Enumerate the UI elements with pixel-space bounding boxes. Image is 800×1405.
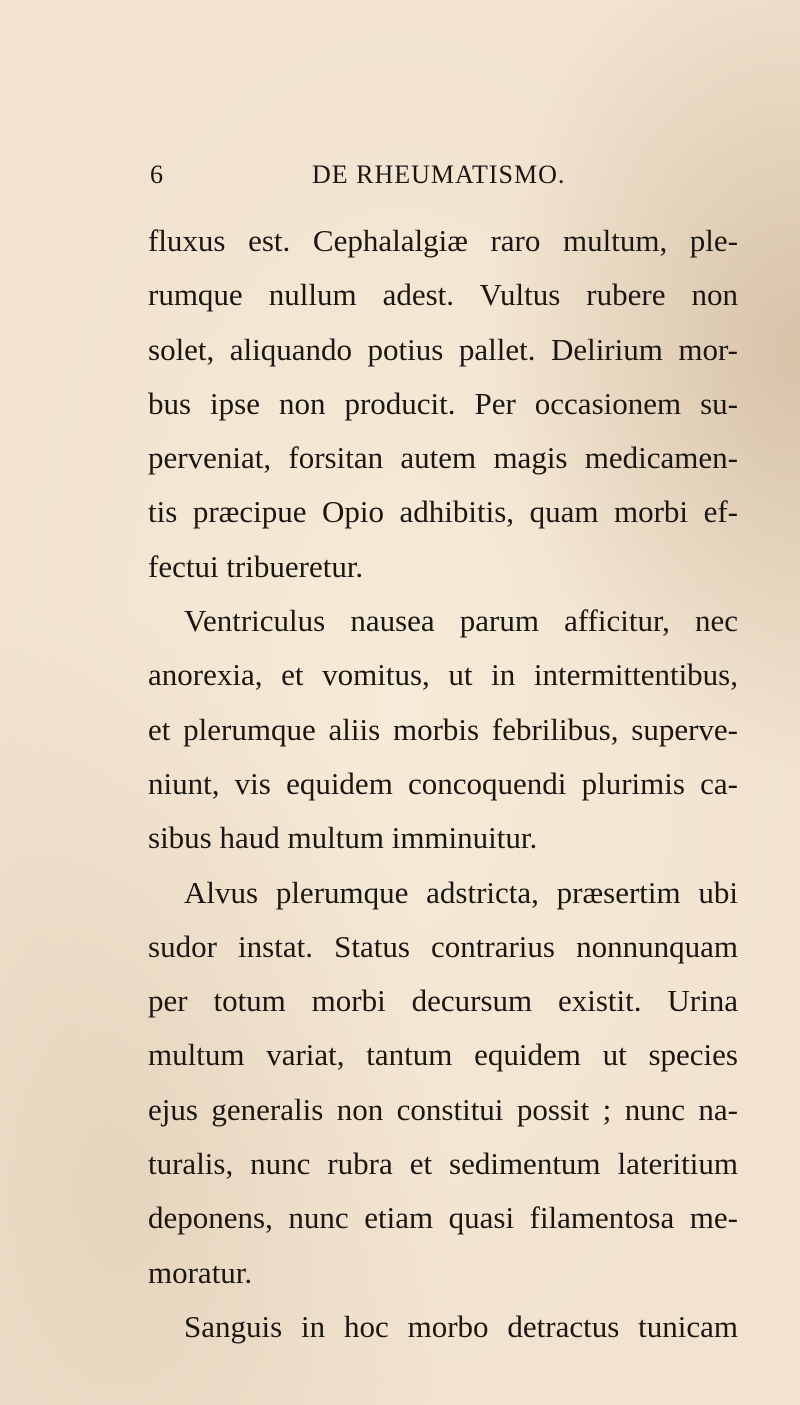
paragraph: [148, 866, 738, 1300]
text-line: solet, aliquando potius pallet. Delirium mor-: [148, 331, 738, 367]
text-line: Sanguis in hoc morbo detractus tunicam: [184, 1308, 738, 1344]
text-line: tis præcipue Opio adhibitis, quam morbi ef-: [148, 494, 738, 530]
running-head: [150, 160, 710, 200]
text-line: anorexia, et vomitus, ut in intermittentibus,: [148, 657, 738, 693]
paragraph: [148, 1300, 738, 1354]
text-line: ejus generalis non constitui possit ; nunc na-: [148, 1091, 738, 1127]
paragraph: [148, 214, 738, 594]
text-line: rumque nullum adest. Vultus rubere non: [148, 277, 738, 313]
text-line: sibus haud multum imminuitur.: [148, 820, 538, 856]
running-title: DE RHEUMATISMO.: [312, 160, 566, 189]
text-line: per totum morbi decursum existit. Urina: [148, 983, 738, 1019]
text-line: turalis, nunc rubra et sedimentum lateritium: [148, 1146, 738, 1182]
text-line: sudor instat. Status contrarius nonnunquam: [148, 928, 738, 964]
page-number: 6: [150, 160, 164, 189]
text-line: fectui tribueretur.: [148, 548, 364, 584]
text-line: Ventriculus nausea parum afficitur, nec: [184, 603, 738, 639]
text-line: niunt, vis equidem concoquendi plurimis ca-: [148, 765, 738, 801]
text-line: multum variat, tantum equidem ut species: [148, 1037, 738, 1073]
text-line: fluxus est. Cephalalgiæ raro multum, ple-: [148, 223, 738, 258]
body-text: [148, 214, 738, 1354]
paragraph: [148, 594, 738, 865]
text-line: perveniat, forsitan autem magis medicamen-: [148, 440, 738, 476]
text-line: et plerumque aliis morbis febrilibus, superve-: [148, 711, 738, 747]
text-line: bus ipse non producit. Per occasionem su-: [148, 385, 738, 421]
text-line: Alvus plerumque adstricta, præsertim ubi: [184, 874, 738, 910]
text-line: deponens, nunc etiam quasi filamentosa me-: [148, 1200, 738, 1236]
text-line: moratur.: [148, 1254, 253, 1290]
